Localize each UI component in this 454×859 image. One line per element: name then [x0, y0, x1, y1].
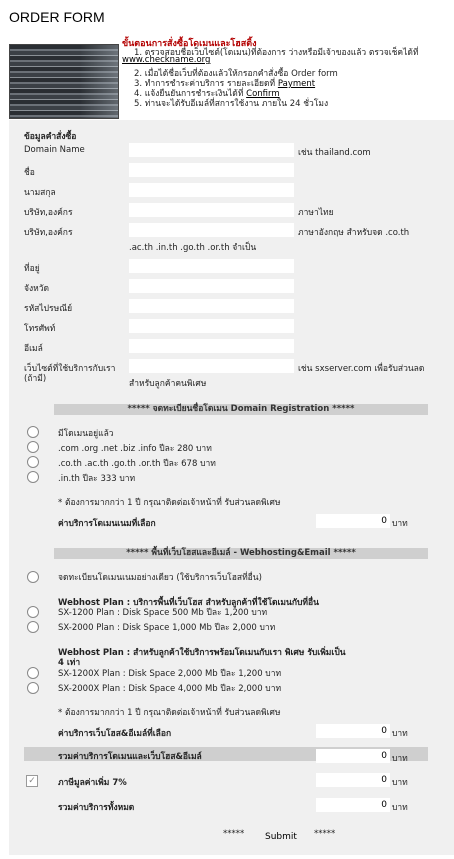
confirm-link[interactable]: Confirm [246, 89, 280, 99]
address-input[interactable] [129, 259, 294, 273]
submit-stars-left: ***** [223, 829, 245, 839]
company-th-hint: ภาษาไทย [298, 208, 334, 218]
firstname-label: ชื่อ [24, 168, 35, 178]
radio-sx2000x[interactable] [27, 682, 39, 694]
step-2: 2. เมื่อได้ชื่อเว็บที่ต้องแล้วให้กรอกคำสั่งซื้อ Order form [134, 69, 338, 79]
server-rack-image [9, 44, 119, 119]
plan1-title: Webhost Plan : บริการพื้นที่เว็บโฮส สำหรับลูกค้าที่ใช้โดเมนกับที่อื่น [58, 598, 319, 608]
hosting-fee-unit: บาท [392, 729, 408, 739]
domain-fee-label: ค่าบริการโดเมนเนมที่เลือก [58, 519, 156, 529]
plan2-title: Webhost Plan : สำหรับลูกค้าใช้บริการพร้อมโดเมนกับเรา พิเศษ รับเพิ่มเป็น [58, 648, 346, 658]
submit-stars-right: ***** [314, 829, 336, 839]
radio-domain-only[interactable] [27, 571, 39, 583]
step-5: 5. ท่านจะได้รับอีเมล์ที่สการใช้งาน ภายใน 24 ชั่วโมง [134, 99, 329, 109]
webhosting-heading: ***** พื้นที่เว็บโฮสและอีเมล์ - Webhosting&Email ***** [54, 548, 428, 559]
phone-input[interactable] [129, 319, 294, 333]
site-hint: เช่น sxserver.com เพื่อรับส่วนลด [298, 364, 425, 374]
sum-field[interactable]: 0 [316, 749, 390, 763]
radio-sx1200[interactable] [27, 606, 39, 618]
page-title: ORDER FORM [9, 9, 105, 25]
phone-label: โทรศัพท์ [24, 324, 56, 334]
sum-unit: บาท [392, 754, 408, 764]
vat-unit: บาท [392, 778, 408, 788]
radio-sx1200x[interactable] [27, 667, 39, 679]
company-th-input[interactable] [129, 203, 294, 217]
site-label: เว็บไซต์ที่ใช้บริการกับเรา [24, 364, 116, 374]
plan2-title-line2: 4 เท่า [58, 658, 81, 668]
domain-inth-label: .in.th ปีละ 333 บาท [58, 474, 136, 484]
email-label: อีเมล์ [24, 344, 43, 354]
checkname-link[interactable]: www.checkname.org [122, 55, 211, 65]
zip-label: รหัสไปรษณีย์ [24, 304, 73, 314]
sx1200-label: SX-1200 Plan : Disk Space 500 Mb ปีละ 1,200 บาท [58, 608, 268, 618]
step-1: 1. ตรวจสอบชื่อเว็บไซต์(โดเมน)ที่ต้องการ ว่างหรือมีเจ้าของแล้ว ตรวจเช็คได้ที่ [134, 48, 419, 58]
domain-name-input[interactable] [129, 143, 294, 157]
company-en-input[interactable] [129, 223, 294, 237]
step-3-text: 3. ทำการชำระค่าบริการ รายละเอียดที่ [134, 79, 276, 89]
domain-name-label: Domain Name [24, 145, 85, 155]
grand-total-label: รวมค่าบริการทั้งหมด [58, 803, 135, 813]
domain-note: * ต้องการมากกว่า 1 ปี กรุณาติดต่อเจ้าหน้าที่ รับส่วนลดพิเศษ [58, 498, 281, 508]
domain-only-label: จดทะเบียนโดเมนเนมอย่างเดียว (ใช้บริการเว็บโฮสที่อื่น) [58, 573, 262, 583]
radio-sx2000[interactable] [27, 621, 39, 633]
domain-com-label: .com .org .net .biz .info ปีละ 280 บาท [58, 444, 212, 454]
vat-checkbox[interactable]: ✓ [26, 775, 38, 787]
site-label-optional: (ถ้ามี) [24, 374, 47, 384]
radio-domain-com[interactable] [27, 441, 39, 453]
hosting-note: * ต้องการมากกว่า 1 ปี กรุณาติดต่อเจ้าหน้าที่ รับส่วนลดพิเศษ [58, 708, 281, 718]
payment-link[interactable]: Payment [277, 79, 316, 89]
company-en-label: บริษัท,องค์กร [24, 228, 73, 238]
province-input[interactable] [129, 279, 294, 293]
site-note: สำหรับลูกค้าคนพิเศษ [129, 379, 207, 389]
email-input[interactable] [129, 339, 294, 353]
domain-name-hint: เช่น thailand.com [298, 148, 371, 158]
sx1200x-label: SX-1200X Plan : Disk Space 2,000 Mb ปีละ 1,200 บาท [58, 669, 282, 679]
domain-fee-unit: บาท [392, 519, 408, 529]
company-en-note: .ac.th .in.th .go.th .or.th จำเป็น [129, 243, 257, 253]
sum-label: รวมค่าบริการโดเมนและเว็บโฮส&อีเมล์ [58, 752, 202, 762]
company-th-label: บริษัท,องค์กร [24, 208, 73, 218]
steps-heading: ขั้นตอนการสั่งซื้อโดเมนและโฮสติ้ง [122, 39, 257, 49]
address-label: ที่อยู่ [24, 264, 40, 274]
radio-has-domain[interactable] [27, 426, 39, 438]
vat-label: ภาษีมูลค่าเพิ่ม 7% [58, 778, 127, 788]
domain-registration-heading: ***** จดทะเบียนชื่อโดเมน Domain Registration ***** [54, 404, 428, 415]
hosting-fee-field[interactable]: 0 [316, 724, 390, 738]
company-en-hint: ภาษาอังกฤษ สำหรับจด .co.th [298, 228, 410, 238]
vat-field[interactable]: 0 [316, 773, 390, 787]
province-label: จังหวัด [24, 284, 50, 294]
step-4-text: 4. แจ้งยืนยันการชำระเงินได้ที่ [134, 89, 244, 99]
has-domain-label: มีโดเมนอยู่แล้ว [58, 429, 114, 439]
grand-total-field[interactable]: 0 [316, 798, 390, 812]
domain-fee-field[interactable]: 0 [316, 514, 390, 528]
lastname-input[interactable] [129, 183, 294, 197]
zip-input[interactable] [129, 299, 294, 313]
lastname-label: นามสกุล [24, 188, 56, 198]
order-heading: ข้อมูลคำสั่งซื้อ [24, 132, 77, 142]
domain-coth-label: .co.th .ac.th .go.th .or.th ปีละ 678 บาท [58, 459, 216, 469]
existing-site-input[interactable] [129, 359, 294, 373]
sx2000x-label: SX-2000X Plan : Disk Space 4,000 Mb ปีละ 2,000 บาท [58, 684, 282, 694]
submit-button[interactable]: Submit [265, 832, 297, 842]
grand-total-unit: บาท [392, 803, 408, 813]
radio-domain-coth[interactable] [27, 456, 39, 468]
hosting-fee-label: ค่าบริการเว็บโฮส&อีเมล์ที่เลือก [58, 729, 172, 739]
radio-domain-inth[interactable] [27, 471, 39, 483]
firstname-input[interactable] [129, 163, 294, 177]
sx2000-label: SX-2000 Plan : Disk Space 1,000 Mb ปีละ 2,000 บาท [58, 623, 276, 633]
